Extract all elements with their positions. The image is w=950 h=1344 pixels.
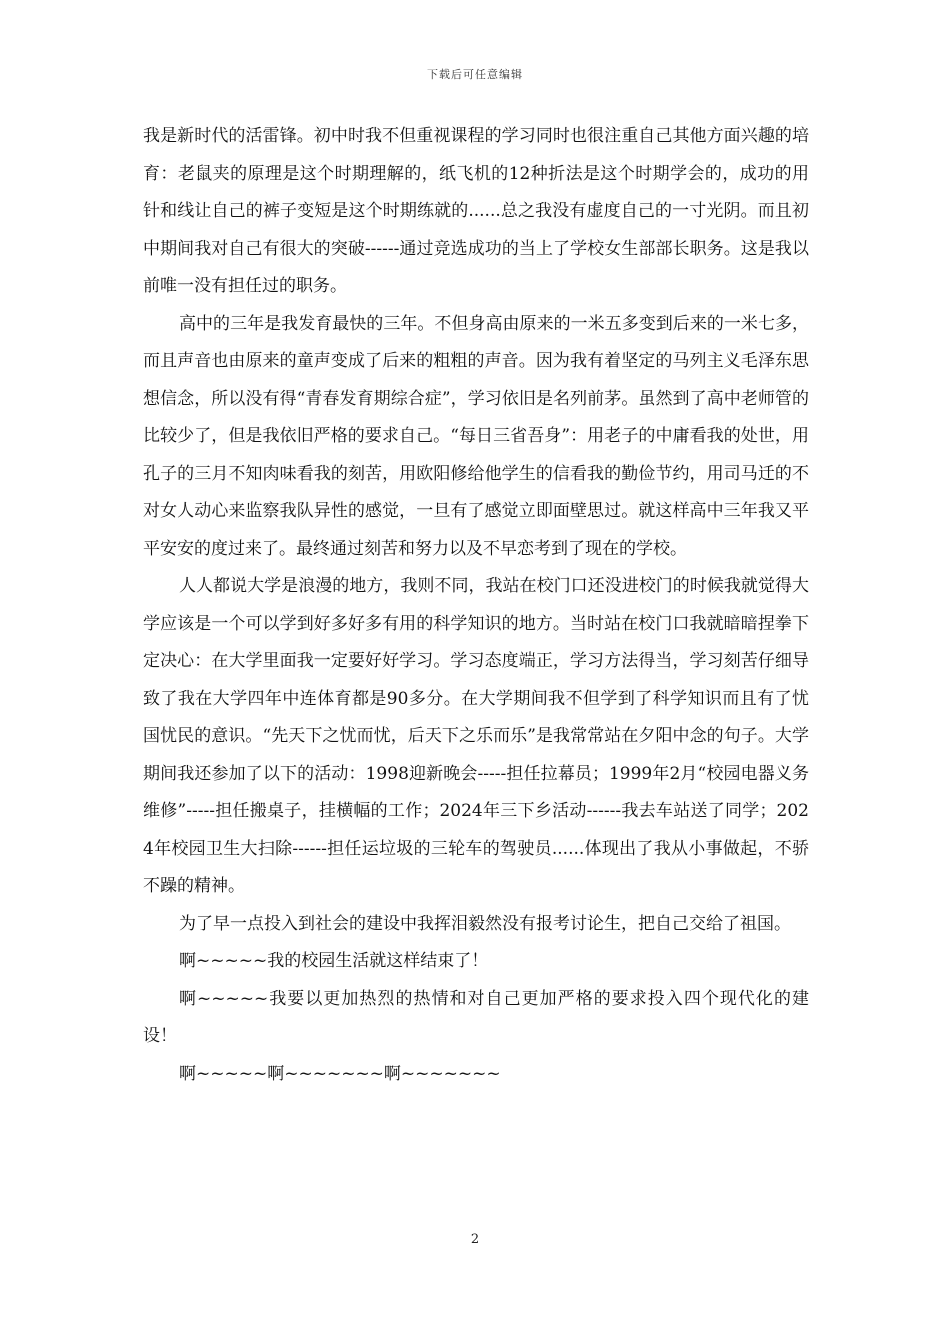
page-header: 下载后可任意编辑 [427,68,523,81]
paragraph-exclamation-2: 啊~~~~~我要以更加热烈的热情和对自己更加严格的要求投入四个现代化的建设！ [143,988,809,1046]
paragraph-graduation: 为了早一点投入到社会的建设中我挥泪毅然没有报考讨论生，把自己交给了祖国。 [179,913,791,934]
paragraph-university: 人人都说大学是浪漫的地方，我则不同，我站在校门口还没进校门的时候我就觉得大学应该是一个可以学到好多好多有用的科学知识的地方。当时站在校门口我就暗暗捏拳下定决心：在大学里面我一定要好好学习。学习态度端正，学习方法得当，学习刻苦仔细导致了我在大学四年中连体育都是90多分。在大学期间我不但学到了科学知识而且有了忧国忧民的意识。“先天下之忧而忧，后天下之乐而乐”是我常常站在夕阳中念的句子。大学期间我还参加了以下的活动：1998迎新晚会-----担任拉幕员；1999年2月“校园电器义务维修”-----担任搬桌子，挂横幅的工作；2024年三下乡活动------我去车站送了同学；2024年校园卫生大扫除------担任运垃圾的三轮车的驾驶员......体现出了我从小事做起，不骄不躁的精神。 [143,576,809,896]
paragraph-junior-high: 我是新时代的活雷锋。初中时我不但重视课程的学习同时也很注重自己其他方面兴趣的培育：老鼠夹的原理是这个时期理解的，纸飞机的12种折法是这个时期学会的，成功的用针和线让自己的裤子变短是这个时期练就的......总之我没有虚度自己的一寸光阴。而且初中期间我对自己有很大的突破------通过竞选成功的当上了学校女生部部长职务。这是我以前唯一没有担任过的职务。 [143,126,809,296]
document-body [143,118,809,1093]
page-number: 2 [470,1232,480,1247]
paragraph-exclamation-3: 啊~~~~~啊~~~~~~~啊~~~~~~~ [179,1063,501,1084]
paragraph-exclamation-1: 啊~~~~~我的校园生活就这样结束了！ [179,951,489,971]
paragraph-senior-high: 高中的三年是我发育最快的三年。不但身高由原来的一米五多变到后来的一米七多，而且声音也由原来的童声变成了后来的粗粗的声音。因为我有着坚定的马列主义毛泽东思想信念，所以没有得“青春发育期综合症”，学习依旧是名列前茅。虽然到了高中老师管的比较少了，但是我依旧严格的要求自己。“每日三省吾身”：用老子的中庸看我的处世，用孔子的三月不知肉味看我的刻苦，用欧阳修给他学生的信看我的勤俭节约，用司马迁的不对女人动心来监察我队异性的感觉，一旦有了感觉立即面壁思过。就这样高中三年我又平平安安的度过来了。最终通过刻苦和努力以及不早恋考到了现在的学校。 [143,313,809,559]
